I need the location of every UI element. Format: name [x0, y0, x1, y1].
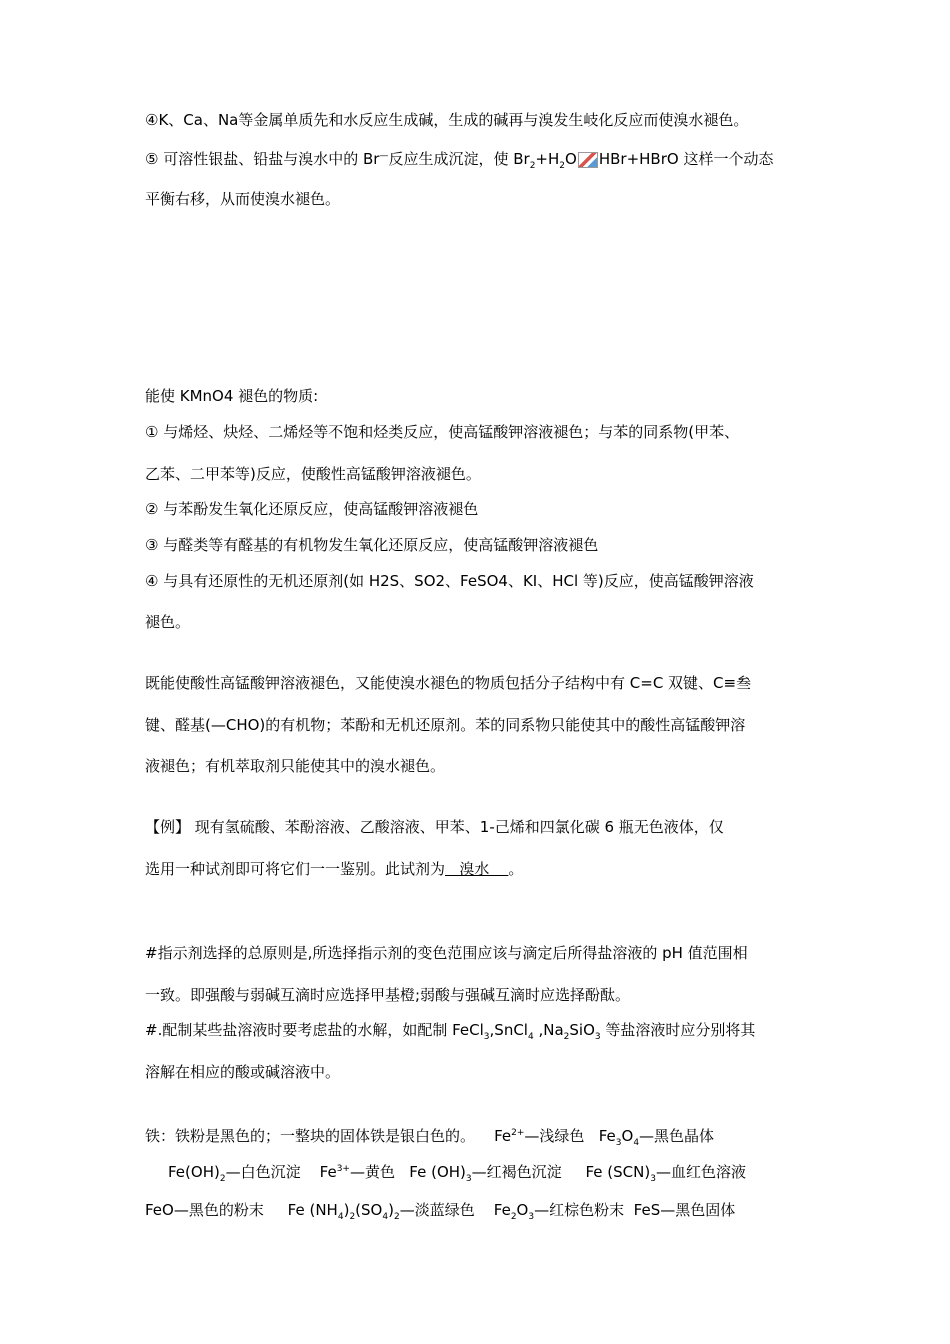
iron-line-3: FeO—黑色的粉末 Fe $(NH_4)_2(SO_4)_2—$淡蓝绿色 $Fe_2O_3—$红棕色粉末 FeS—黑色固体 — [145, 1201, 736, 1222]
bromine-line-1: ④K、Ca、Na等金属单质先和水反应生成碱，生成的碱再与溴发生岐化反应而使溴水褪色。 — [145, 111, 749, 129]
indicator-line-3: #.配制某些盐溶液时要考虑盐的水解，如配制 FeCl$_3$,SnCl$_4$ $,Na_2SiO_3$ 等盐溶液时应分别将其 — [145, 1021, 756, 1042]
iron-line-2: $Fe(OH)_2—$白色沉淀 $Fe^{3+}—$黄色 Fe $(OH)_3—$红褐色沉淀 Fe $(SCN)_3—$血红色溶液 — [168, 1163, 746, 1184]
kmno4-item-1b: 乙苯、二甲苯等)反应，使酸性高锰酸钾溶液褪色。 — [145, 465, 481, 483]
example-line-2: 选用一种试剂即可将它们一一鉴别。此试剂为 溴水 。 — [145, 860, 524, 878]
example-line-1: 【例】 现有氢硫酸、苯酚溶液、乙酸溶液、甲苯、1-己烯和四氯化碳 6 瓶无色液体，仅 — [145, 818, 724, 836]
kmno4-item-2: ② 与苯酚发生氧化还原反应，使高锰酸钾溶液褪色 — [145, 500, 479, 518]
both-line-3: 液褪色；有机萃取剂只能使其中的溴水褪色。 — [145, 757, 446, 775]
kmno4-item-4a: ④ 与具有还原性的无机还原剂(如 H2S、SO2、FeSO4、KI、HCl 等)反应，使高锰酸钾溶液 — [145, 572, 754, 590]
bromine-line-2: ⑤ 可溶性银盐、铅盐与溴水中的 Br—反应生成沉淀，使 $Br_2+H_2O$ HBr+HBrO 这样一个动态 — [145, 150, 774, 171]
example-answer: 溴水 — [445, 860, 509, 878]
kmno4-title: 能使 KMnO4 褪色的物质: — [145, 387, 319, 405]
broken-image-icon — [578, 152, 598, 168]
both-line-2: 键、醛基(—CHO)的有机物；苯酚和无机还原剂。苯的同系物只能使其中的酸性高锰酸钾溶 — [145, 716, 746, 734]
kmno4-item-4b: 褪色。 — [145, 613, 191, 631]
indicator-line-4: 溶解在相应的酸或碱溶液中。 — [145, 1063, 341, 1081]
indicator-line-1: #指示剂选择的总原则是,所选择指示剂的变色范围应该与滴定后所得盐溶液的 pH 值范围相 — [145, 944, 748, 962]
iron-line-1: 铁：铁粉是黑色的；一整块的固体铁是银白色的。 $Fe^{2+}—$浅绿色 $Fe_3O_4—$黑色晶体 — [145, 1127, 715, 1148]
bromine-line-3: 平衡右移，从而使溴水褪色。 — [145, 190, 341, 208]
kmno4-item-1a: ① 与烯烃、炔烃、二烯烃等不饱和烃类反应，使高锰酸钾溶液褪色；与苯的同系物(甲苯、 — [145, 423, 740, 441]
both-line-1: 既能使酸性高锰酸钾溶液褪色，又能使溴水褪色的物质包括分子结构中有 C=C 双键、C≡叁 — [145, 674, 752, 692]
indicator-line-2: 一致。即强酸与弱碱互滴时应选择甲基橙;弱酸与强碱互滴时应选择酚酞。 — [145, 986, 631, 1004]
kmno4-item-3: ③ 与醛类等有醛基的有机物发生氧化还原反应，使高锰酸钾溶液褪色 — [145, 536, 599, 554]
